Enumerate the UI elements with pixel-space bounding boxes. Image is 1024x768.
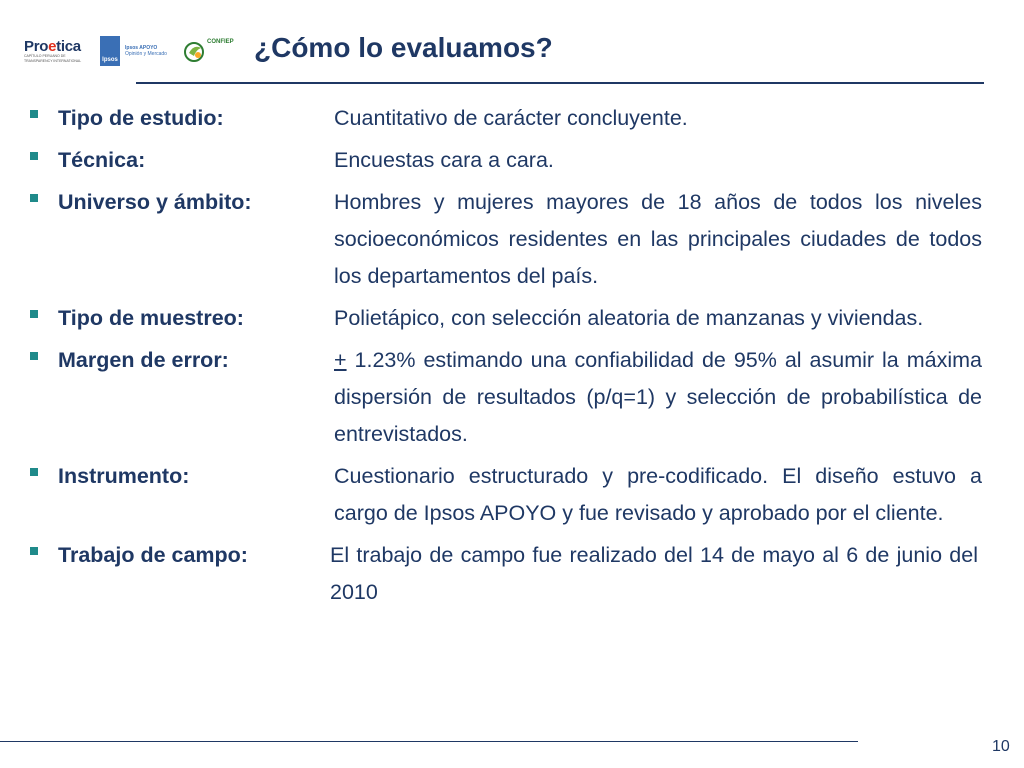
item-value: Polietápico, con selección aleatoria de manzanas y viviendas. (334, 306, 924, 330)
list-item (30, 537, 984, 611)
list-item (30, 100, 984, 137)
square-bullet-icon (30, 352, 38, 360)
item-value: El trabajo de campo fue realizado del 14 de mayo al 6 de junio del 2010 (330, 543, 978, 604)
item-value: Hombres y mujeres mayores de 18 años de todos los niveles socioeconómicos residentes en las principales ciudades de todos los departamentos del país. (334, 190, 982, 288)
list-item (30, 142, 984, 179)
square-bullet-icon (30, 468, 38, 476)
confiep-logo: CONFIEP (183, 40, 234, 62)
plus-minus-sign: + (334, 348, 347, 372)
item-label: Instrumento: (58, 464, 190, 488)
confiep-mark-icon (183, 40, 205, 62)
item-label: Técnica: (58, 148, 146, 172)
square-bullet-icon (30, 310, 38, 318)
item-label: Margen de error: (58, 348, 229, 372)
footer-divider (0, 741, 858, 742)
item-value: Encuestas cara a cara. (334, 148, 554, 172)
proetica-logo: Proetica CAPÍTULO PERUANO DE TRANSPARENCY INTERNATIONAL (24, 37, 82, 63)
item-label: Universo y ámbito: (58, 190, 252, 214)
list-item (30, 458, 984, 532)
list-item (30, 184, 984, 295)
square-bullet-icon (30, 547, 38, 555)
square-bullet-icon (30, 152, 38, 160)
page-number: 10 (992, 738, 1010, 755)
list-item (30, 342, 984, 453)
square-bullet-icon (30, 194, 38, 202)
methodology-list (30, 100, 984, 616)
item-value: Cuestionario estructurado y pre-codificado. El diseño estuvo a cargo de Ipsos APOYO y fue revisado y aprobado por el cliente. (334, 464, 982, 525)
item-value: + 1.23% estimando una confiabilidad de 95% al asumir la máxima dispersión de resultados (p/q=1) y selección de probabilística de entrevistados. (334, 348, 982, 446)
item-label: Tipo de muestreo: (58, 306, 244, 330)
item-value: Cuantitativo de carácter concluyente. (334, 106, 688, 130)
item-label: Trabajo de campo: (58, 543, 248, 567)
list-item (30, 300, 984, 337)
item-label: Tipo de estudio: (58, 106, 224, 130)
title-divider (136, 82, 984, 84)
logo-bar (24, 34, 234, 68)
ipsos-logo: Ipsos Ipsos APOYO Opinión y Mercado (100, 36, 173, 66)
slide-title: ¿Cómo lo evaluamos? (254, 32, 553, 63)
square-bullet-icon (30, 110, 38, 118)
